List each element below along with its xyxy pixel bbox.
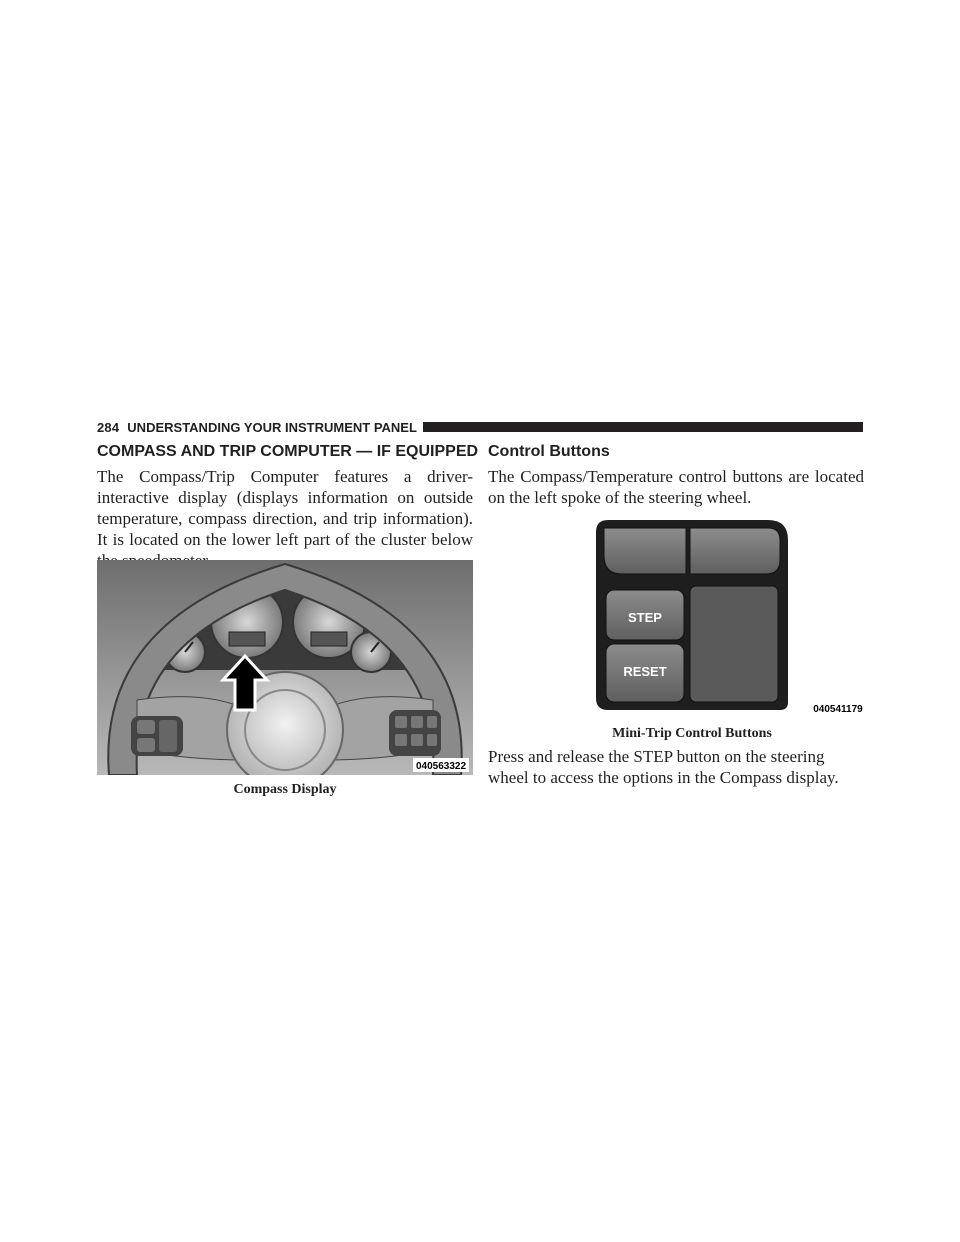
figure-caption-right: Mini-Trip Control Buttons: [612, 726, 772, 741]
header-rule: [423, 422, 863, 432]
page-number: 284: [97, 419, 120, 435]
figure-id-left: 040563322: [415, 761, 467, 772]
compass-display-figure: [97, 560, 473, 775]
control-buttons-paragraph: The Compass/Temperature control buttons are located on the left spoke of the steering wheel.: [488, 467, 864, 507]
page-header: [97, 417, 863, 437]
reset-button-label: RESET: [623, 664, 667, 679]
figure-caption-left: Compass Display: [233, 782, 337, 797]
section-heading: COMPASS AND TRIP COMPUTER — IF EQUIPPED: [97, 443, 479, 460]
section-title: UNDERSTANDING YOUR INSTRUMENT PANEL: [127, 419, 417, 435]
step-button-label: STEP: [628, 610, 662, 625]
mini-trip-buttons-figure: [592, 516, 868, 714]
step-instruction-paragraph: Press and release the STEP button on the steering wheel to access the options in the Compass display.: [488, 747, 839, 787]
control-buttons-heading: Control Buttons: [488, 443, 610, 460]
right-column: [488, 442, 864, 508]
figure-id-right: 040541179: [813, 704, 863, 714]
left-column: [97, 442, 479, 571]
intro-paragraph: The Compass/Trip Computer features a driver-interactive display (displays information on outside temperature, compass direction, and trip information). It is located on the lower left part of the cluster below: [97, 467, 473, 549]
